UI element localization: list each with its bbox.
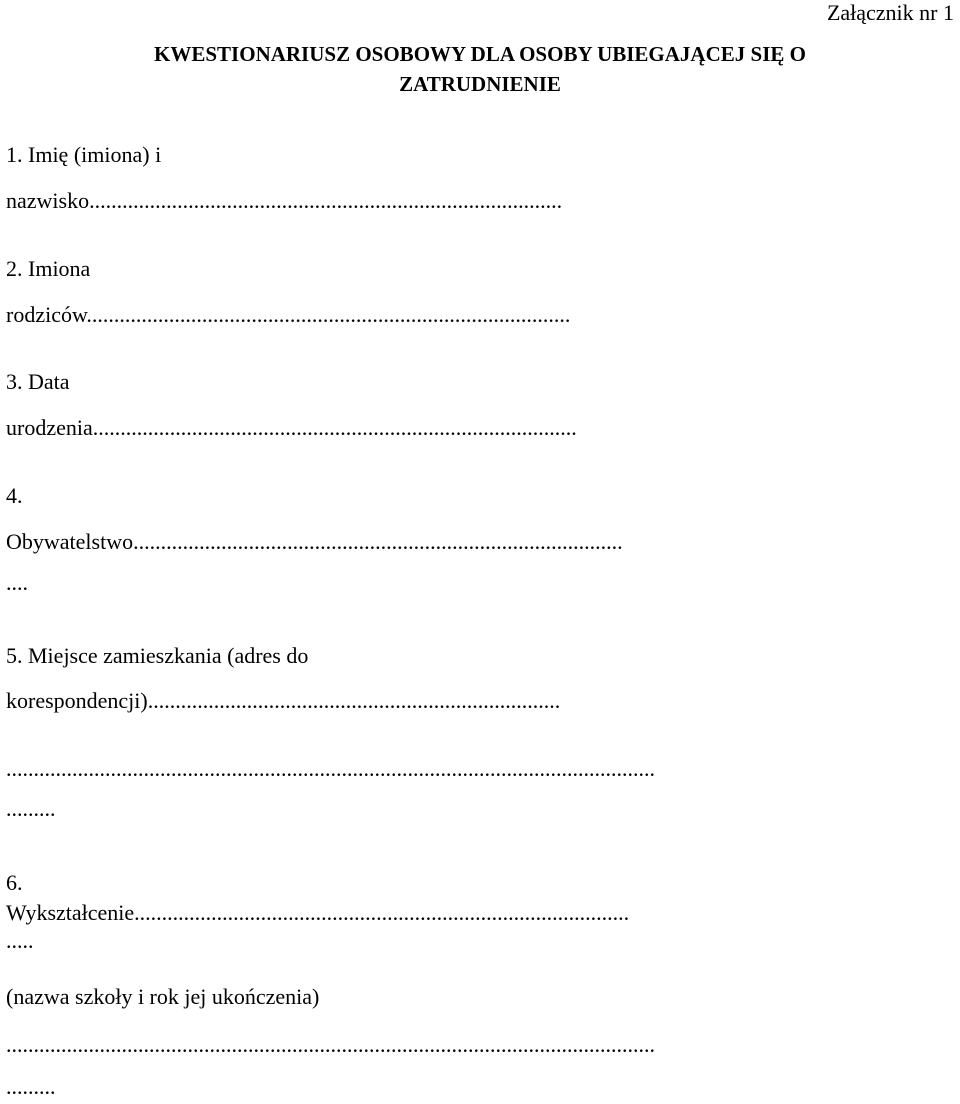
- field-address-fill-line-2[interactable]: ......................................................................................................................: [6, 756, 655, 781]
- field-address-fill-line[interactable]: korespondencji)...........................................................................: [6, 688, 561, 713]
- field-education-fill-continuation[interactable]: .....: [6, 928, 34, 953]
- annex-label: Załącznik nr 1: [826, 0, 954, 25]
- field-education-fill-continuation-2[interactable]: .........: [6, 1074, 56, 1099]
- document-title-line2: ZATRUDNIENIE: [399, 72, 561, 96]
- field-citizenship-label: 4.: [6, 483, 23, 508]
- field-citizenship-fill-line[interactable]: Obywatelstwo.........................................................................................: [6, 529, 623, 554]
- document-title-line1: KWESTIONARIUSZ OSOBOWY DLA OSOBY UBIEGAJĄCEJ SIĘ O: [154, 42, 806, 66]
- field-citizenship-fill-continuation[interactable]: ....: [6, 570, 28, 595]
- field-birthdate-fill-line[interactable]: urodzenia........................................................................................: [6, 415, 577, 440]
- field-education-fill-line[interactable]: Wykształcenie..........................................................................................: [6, 900, 630, 925]
- field-name-fill-line[interactable]: nazwisko......................................................................................: [6, 188, 563, 213]
- field-address-label: 5. Miejsce zamieszkania (adres do: [6, 643, 309, 668]
- field-birthdate-label: 3. Data: [6, 369, 70, 394]
- field-name-label: 1. Imię (imiona) i: [6, 142, 162, 167]
- field-education-label: 6.: [6, 870, 23, 895]
- field-education-hint: (nazwa szkoły i rok jej ukończenia): [6, 984, 320, 1009]
- field-address-fill-continuation[interactable]: .........: [6, 796, 56, 821]
- field-education-fill-line-2[interactable]: ......................................................................................................................: [6, 1032, 655, 1057]
- field-parents-fill-line[interactable]: rodziców........................................................................................: [6, 302, 571, 327]
- field-parents-label: 2. Imiona: [6, 256, 91, 281]
